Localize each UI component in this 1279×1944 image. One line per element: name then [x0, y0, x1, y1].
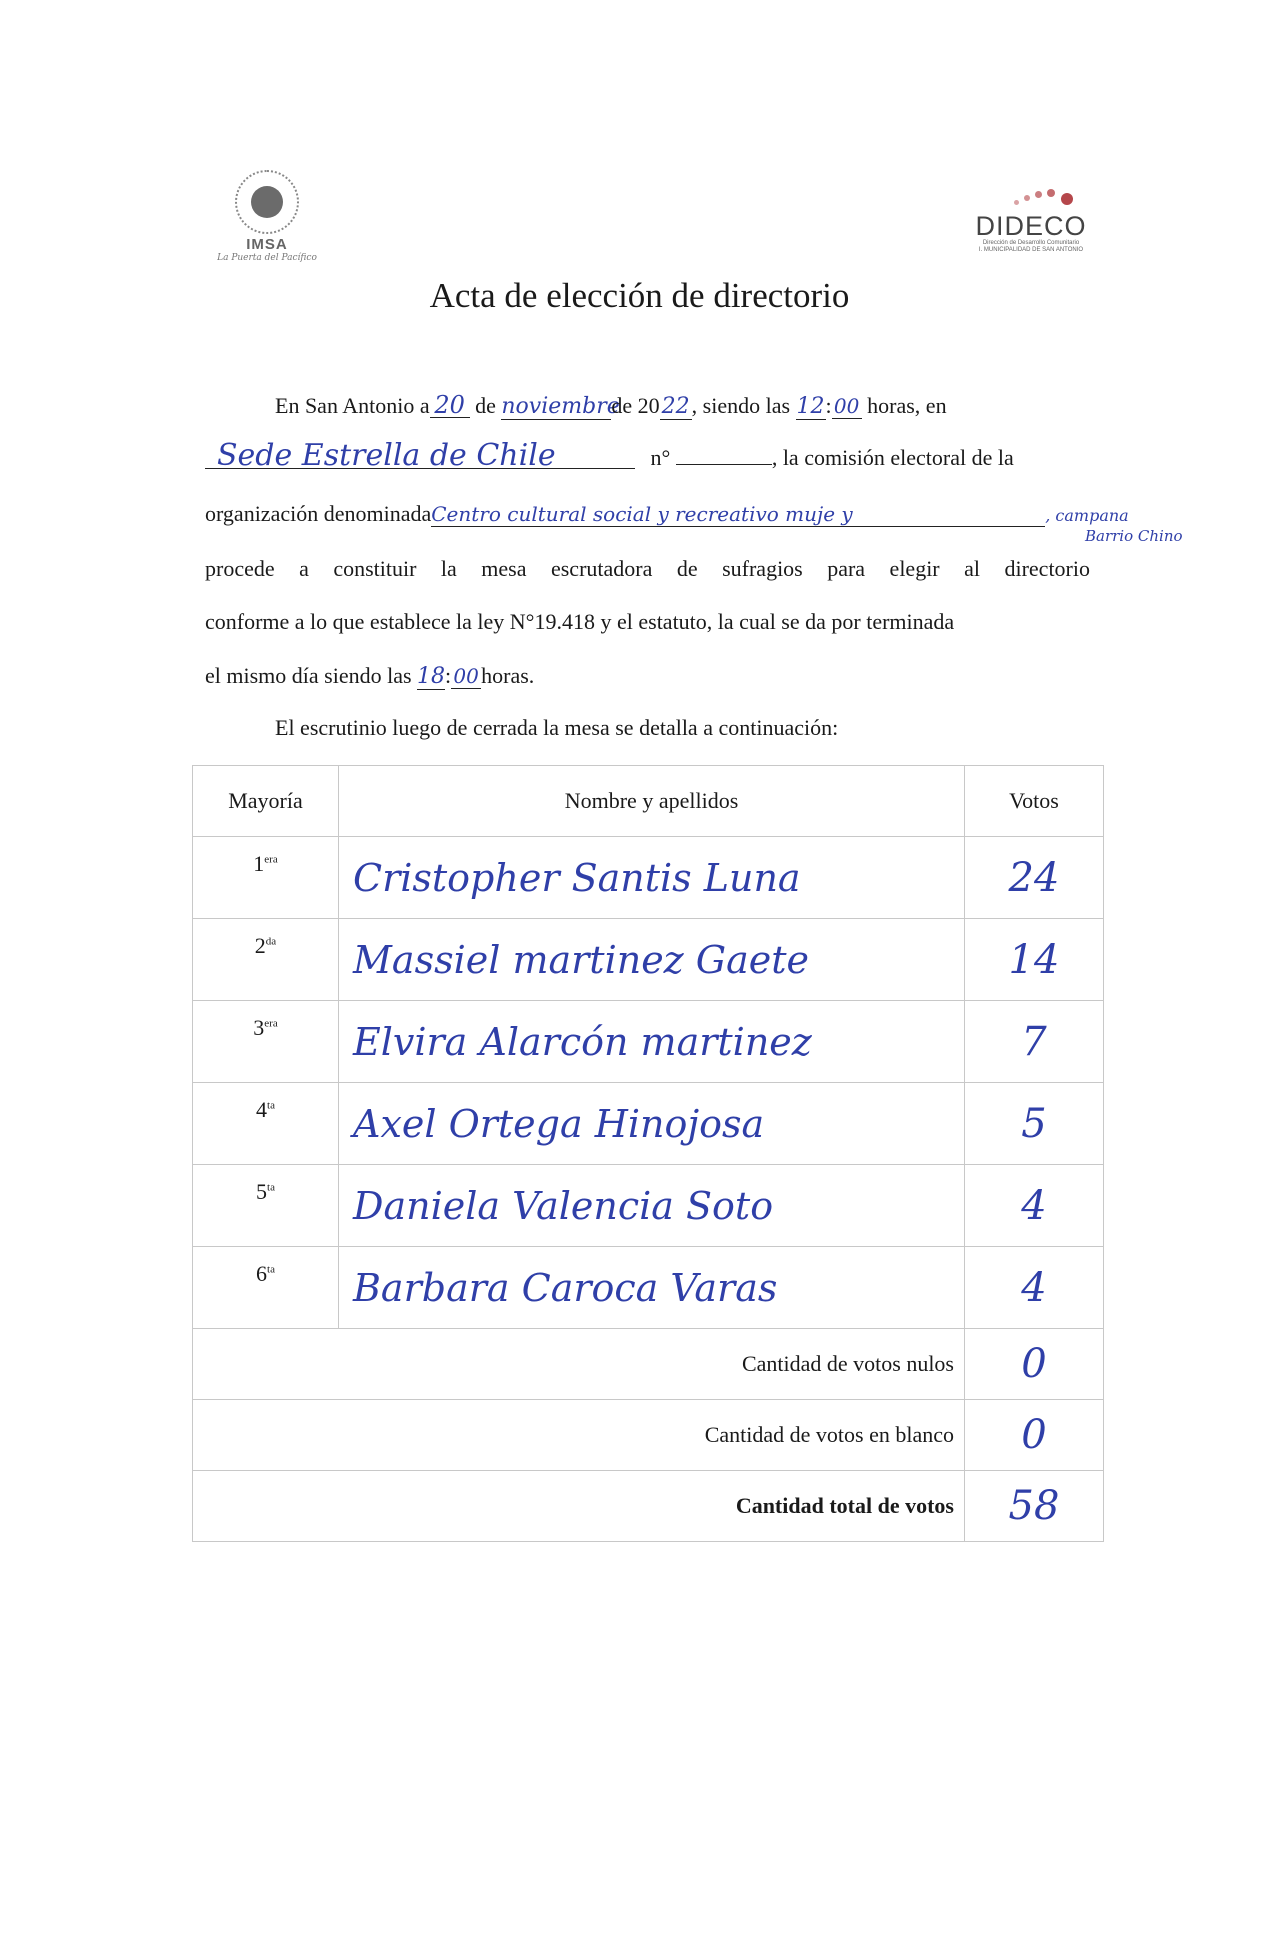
rank-suffix: era [264, 853, 278, 866]
rank-cell [193, 1247, 339, 1329]
rank-number: 3 [253, 1015, 265, 1040]
rank-cell [193, 1165, 339, 1247]
blank-votes-label: Cantidad de votos en blanco [193, 1400, 965, 1471]
dideco-name: DIDECO [975, 211, 1087, 241]
total-votes-label: Cantidad total de votos [193, 1471, 965, 1542]
table-row [193, 919, 1104, 1001]
organization-extra-2: Barrio Chino [1085, 527, 1183, 545]
rank-suffix: era [264, 1017, 278, 1030]
total-votes-row [193, 1471, 1104, 1542]
number-field [676, 464, 772, 465]
header-rank: Mayoría [193, 766, 339, 837]
candidate-votes: 4 [965, 1247, 1104, 1329]
candidate-name: Massiel martinez Gaete [339, 919, 965, 1001]
start-minute-field: 00 [832, 394, 862, 419]
rank-number: 6 [256, 1261, 268, 1286]
null-votes-label: Cantidad de votos nulos [193, 1329, 965, 1400]
organization-extra: , campana [1045, 506, 1129, 525]
intro-text: , la comisión electoral de la [771, 445, 1014, 470]
candidate-votes: 4 [965, 1165, 1104, 1247]
intro-line-4 [205, 555, 1090, 583]
organization-field: Centro cultural social y recreativo muje y [431, 502, 1045, 527]
intro-line-2 [205, 438, 1014, 473]
total-votes-value: 58 [965, 1471, 1104, 1542]
imsa-org-name: IMSA [246, 236, 288, 253]
candidate-votes: 5 [965, 1083, 1104, 1165]
intro-text: En San Antonio a [275, 393, 430, 418]
intro-line-5 [205, 608, 1090, 636]
year-field: 22 [661, 394, 690, 419]
end-hour-field: 18 [417, 664, 446, 689]
month-field: noviembre [501, 394, 620, 419]
intro-text: horas. [481, 663, 535, 688]
candidate-name: Axel Ortega Hinojosa [339, 1083, 965, 1165]
imsa-tagline: La Puerta del Pacífico [217, 253, 317, 263]
intro-text: conforme a lo que establece la ley N°19.418 y el estatuto, la cual se da por terminada [205, 609, 955, 634]
intro-text: horas, en [867, 393, 947, 418]
rank-number: 1 [253, 851, 265, 876]
header-votes: Votos [965, 766, 1104, 837]
table-row [193, 1165, 1104, 1247]
blank-votes-value: 0 [965, 1400, 1104, 1471]
venue-field: Sede Estrella de Chile [205, 444, 635, 469]
rank-cell [193, 837, 339, 919]
dideco-dots-icon [966, 182, 1096, 212]
imsa-emblem-icon [235, 170, 299, 234]
intro-text: El escrutinio luego de cerrada la mesa se detalla a continuación: [275, 715, 839, 740]
page-title: Acta de elección de directorio [429, 276, 850, 315]
intro-text: , siendo las [691, 393, 791, 418]
candidate-name: Cristopher Santis Luna [339, 837, 965, 919]
candidate-name: Elvira Alarcón martinez [339, 1001, 965, 1083]
imsa-logo [212, 170, 322, 263]
rank-cell [193, 919, 339, 1001]
candidate-votes: 14 [965, 919, 1104, 1001]
intro-text: organización denominada [205, 501, 432, 526]
intro-line-1 [275, 392, 947, 420]
header-name: Nombre y apellidos [339, 766, 965, 837]
rank-number: 4 [256, 1097, 268, 1122]
dideco-subtitle: Dirección de Desarrollo Comunitario [982, 240, 1080, 246]
table-row [193, 1247, 1104, 1329]
intro-text: de [475, 393, 496, 418]
dideco-municipality: I. MUNICIPALIDAD DE SAN ANTONIO [978, 247, 1084, 253]
colon-text: : [445, 663, 452, 688]
number-label: n° [650, 445, 671, 470]
candidate-votes: 7 [965, 1001, 1104, 1083]
candidate-votes: 24 [965, 837, 1104, 919]
rank-suffix: da [265, 935, 277, 948]
null-votes-row [193, 1329, 1104, 1400]
dideco-logo [966, 182, 1096, 254]
table-row [193, 1001, 1104, 1083]
intro-line-6 [205, 662, 534, 690]
blank-votes-row [193, 1400, 1104, 1471]
rank-cell [193, 1083, 339, 1165]
table-row [193, 1083, 1104, 1165]
table-header-row [193, 766, 1104, 837]
colon-text: : [825, 393, 832, 418]
candidate-name: Barbara Caroca Varas [339, 1247, 965, 1329]
table-row [193, 837, 1104, 919]
results-table [192, 765, 1104, 1542]
rank-suffix: ta [267, 1263, 275, 1276]
candidate-name: Daniela Valencia Soto [339, 1165, 965, 1247]
rank-number: 5 [256, 1179, 268, 1204]
intro-line-7 [275, 714, 838, 742]
intro-text: el mismo día siendo las [205, 663, 412, 688]
rank-cell [193, 1001, 339, 1083]
rank-number: 2 [254, 933, 266, 958]
day-field: 20 [430, 393, 470, 418]
rank-suffix: ta [267, 1181, 275, 1194]
null-votes-value: 0 [965, 1329, 1104, 1400]
intro-text: de 20 [611, 393, 660, 418]
rank-suffix: ta [267, 1099, 275, 1112]
intro-text: procede a constituir la mesa escrutadora de sufragios para elegir al directorio [205, 556, 1090, 581]
start-hour-field: 12 [796, 394, 825, 419]
end-minute-field: 00 [451, 664, 481, 689]
intro-line-3 [205, 500, 1129, 530]
